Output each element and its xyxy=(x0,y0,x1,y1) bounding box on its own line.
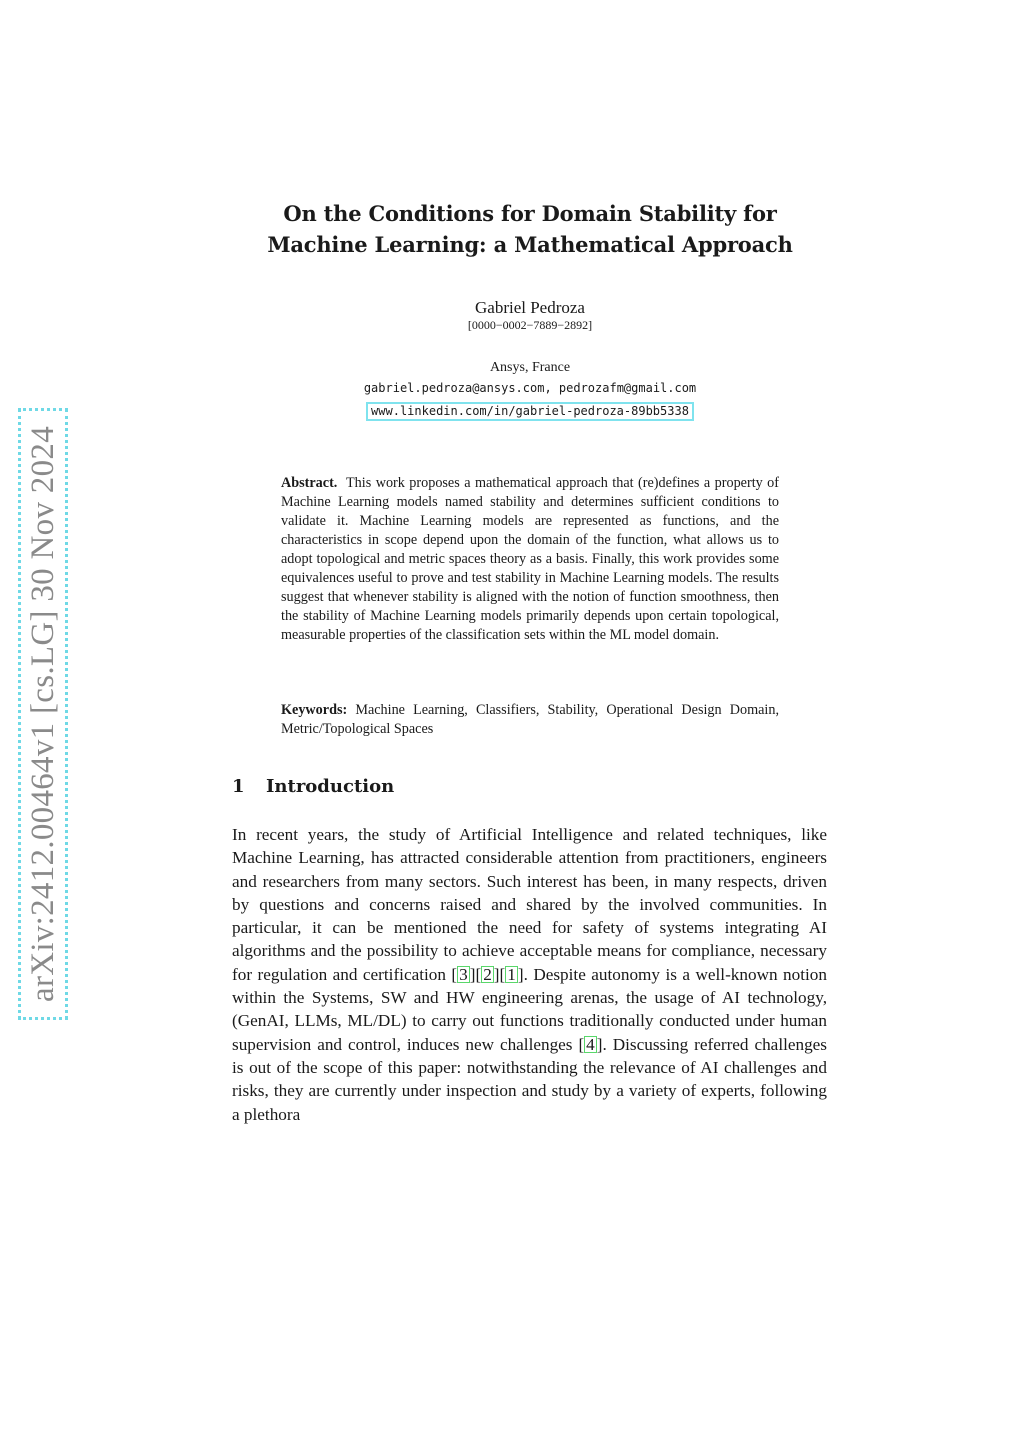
linkedin-link[interactable]: www.linkedin.com/in/gabriel-pedroza-89bb5338 xyxy=(366,402,694,421)
author-name: Gabriel Pedroza xyxy=(475,298,585,317)
section-number: 1 xyxy=(232,776,245,797)
author-emails: gabriel.pedroza@ansys.com, pedrozafm@gmail.com xyxy=(363,381,697,395)
citation-link-2[interactable]: 2 xyxy=(483,964,492,984)
intro-text-part-3: . Discussing referred challenges is out of the scope of this paper: notwithstanding the relevance of AI challenges and risks, they are currently under inspection and study by a variety of experts, following a plethora xyxy=(232,1034,827,1124)
abstract-label: Abstract. xyxy=(281,475,338,491)
section-title: Introduction xyxy=(266,776,395,797)
keywords-block xyxy=(281,701,779,739)
keywords-label: Keywords: xyxy=(281,702,348,718)
intro-text-part-1: In recent years, the study of Artificial Intelligence and related techniques, like Machine Learning, has attracted considerable attention from practitioners, engineers and researchers from many sectors. Such interest has been, in many respects, driven by questions and concerns raised and shared by the involved communities. In particular, it can be mentioned the need for safety of systems integrating AI algorithms and the possibility to achieve acceptable means for compliance, necessary for regulation and certification xyxy=(232,825,827,984)
citation-link-4[interactable]: 4 xyxy=(586,1034,595,1054)
section-heading-introduction xyxy=(232,776,394,797)
keywords-text: Machine Learning, Classifiers, Stability, Operational Design Domain, Metric/Topological Spaces xyxy=(281,702,779,737)
citation-link-1[interactable]: 1 xyxy=(507,964,516,984)
paper-title-line-1: On the Conditions for Domain Stability for xyxy=(283,201,777,226)
paper-title-line-2: Machine Learning: a Mathematical Approach xyxy=(267,232,793,257)
citation-link-3[interactable]: 3 xyxy=(459,964,468,984)
abstract-text: This work proposes a mathematical approach that (re)defines a property of Machine Learning models named stability and determines sufficient conditions to validate it. Machine Learning models are represented as functions, and the characteristics in scope depend upon the domain of the function, what allows us to adopt topological and metric spaces theory as a basis. Finally, this work provides some equivalences useful to prove and test stability in Machine Learning models. The results suggest that whenever stability is aligned with the notion of function smoothness, then the stability of Machine Learning models primarily depends upon certain topological, measurable properties of the classification sets within the ML model domain. xyxy=(281,475,780,643)
author-affiliation: Ansys, France xyxy=(489,360,571,375)
linkedin-row xyxy=(230,400,830,421)
author-orcid: [0000−0002−7889−2892] xyxy=(467,318,593,332)
paper-title xyxy=(230,198,830,260)
arxiv-identifier-stamp[interactable]: arXiv:2412.00464v1 [cs.LG] 30 Nov 2024 xyxy=(18,408,68,1020)
intro-text-part-2: . Despite autonomy is a well-known notion within the Systems, SW and HW engineering arenas, the usage of AI technology, (GenAI, LLMs, ML/DL) to carry out functions traditionally conducted under human supervision and control, induces new challenges xyxy=(232,964,827,1054)
introduction-paragraph: In recent years, the study of Artificial Intelligence and related techniques, like Machine Learning, has attracted considerable attention from practitioners, engineers and researchers from many sectors. Such interest has been, in many respects, driven by questions and concerns raised and shared by the involved communities. In particular, it can be mentioned the need for safety of systems integrating AI algorithms and the possibility to achieve acceptable means for compliance, necessary for regulation and certification [ 3 ][ 2 ][ 1 ]. Despite autonomy is a well-known notion within the Systems, SW and HW engineering arenas, the usage of AI technology, (GenAI, LLMs, ML/DL) to carry out functions traditionally conducted under human supervision and control, induces new challenges [ 4 ]. Discussing referred challenges is out of the scope of this paper: notwithstanding the relevance of AI challenges and risks, they are currently under inspection and study by a variety of experts, following a plethora xyxy=(232,825,827,1124)
abstract-block xyxy=(281,474,779,645)
